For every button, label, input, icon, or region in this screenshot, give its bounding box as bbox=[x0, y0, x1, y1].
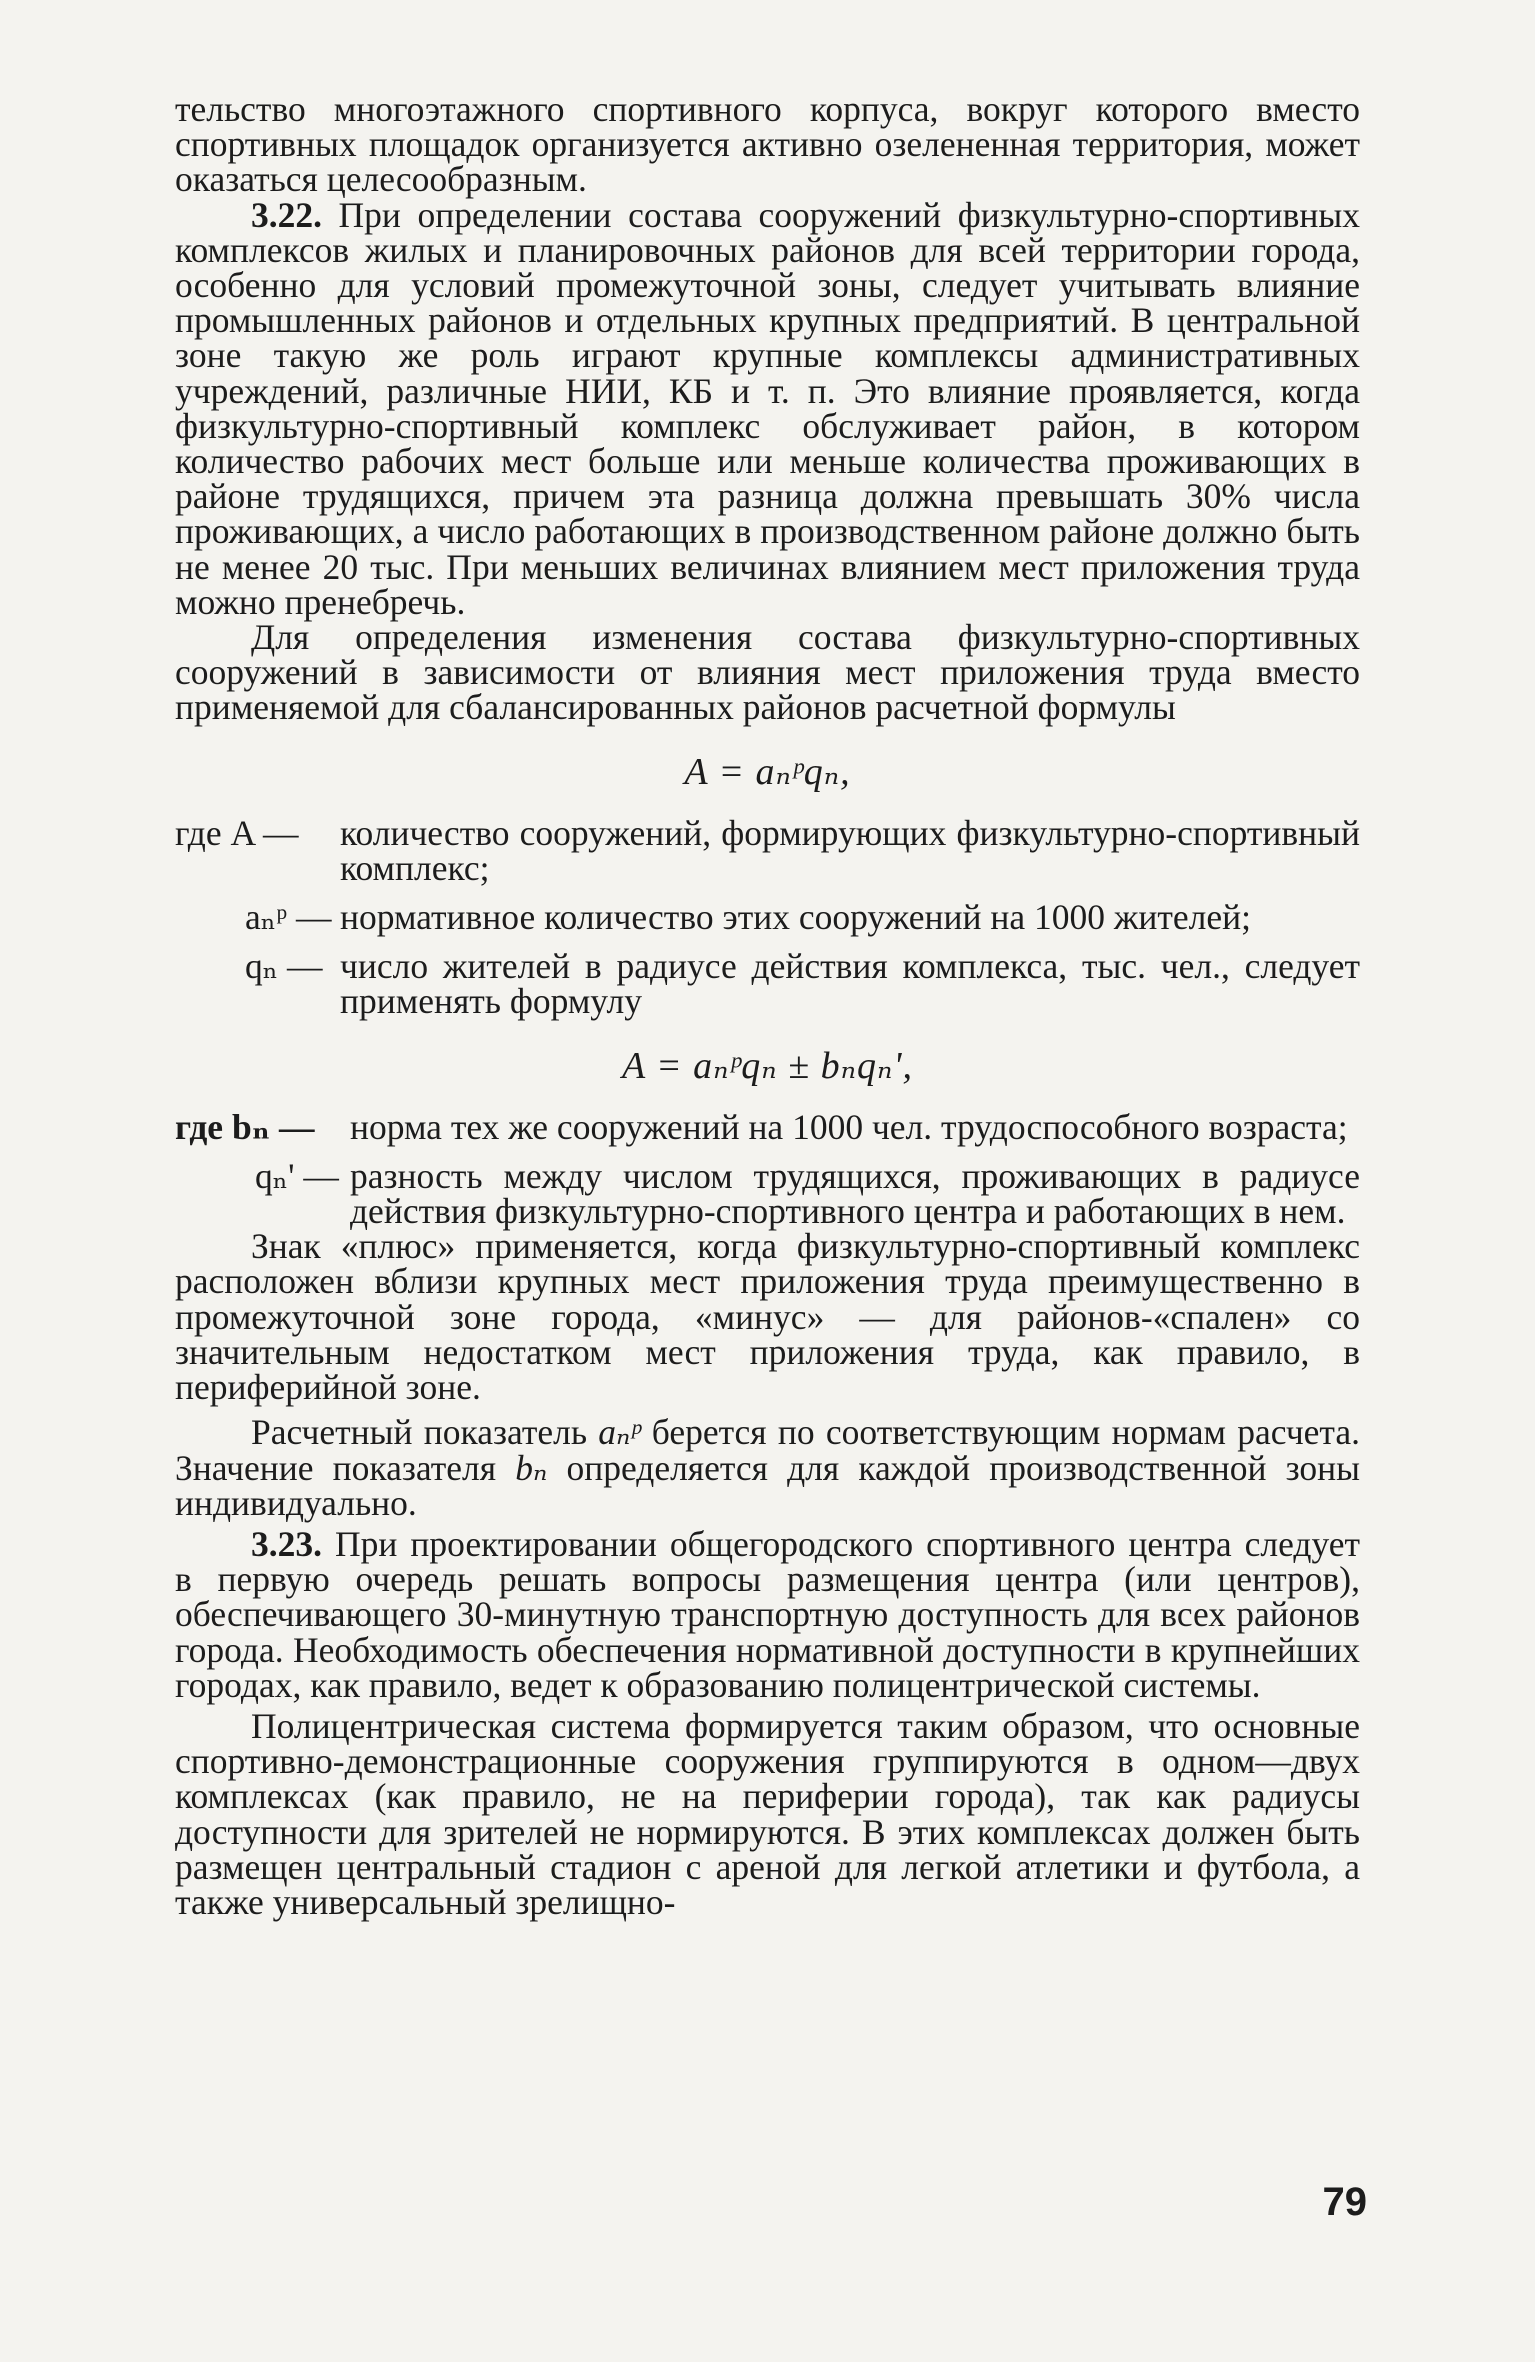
symbol: aₙᵖ bbox=[598, 1412, 641, 1453]
legend-item bbox=[175, 812, 1360, 888]
legend-symbol: aₙᵖ — bbox=[245, 897, 332, 938]
legend-2 bbox=[175, 1106, 1360, 1232]
text-part: определяется для каждой производственной зоны индивидуально. bbox=[175, 1447, 1361, 1523]
formula-2: A = aₙᵖqₙ ± bₙqₙ', bbox=[622, 1044, 913, 1087]
paragraph-sign: Знак «плюс» применяется, когда физкультурно-спортивный комплекс расположен вблизи крупных мест приложения труда преимущественно в промежуточной зоне города, «минус» — для районов-«спален» со значительным недостатком мест приложения труда, как правило, в периферийной зоне. bbox=[175, 1226, 1360, 1408]
formula-1: A = aₙᵖqₙ, bbox=[684, 750, 851, 793]
legend-1 bbox=[175, 812, 1360, 1022]
legend-text: количество сооружений, формирующих физкультурно-спортивный комплекс; bbox=[340, 812, 1360, 888]
legend-item bbox=[175, 1106, 1360, 1147]
legend-text: разность между числом трудящихся, проживающих в радиусе действия физкультурно-спортивного центра и работающих в нем. bbox=[350, 1155, 1360, 1232]
legend-item bbox=[175, 897, 1360, 938]
text-column bbox=[175, 89, 1361, 1922]
legend-symbol: qₙ — bbox=[245, 946, 323, 987]
paragraph-3-23 bbox=[175, 1523, 1361, 1705]
legend-item bbox=[175, 1155, 1360, 1232]
text-part: Расчетный показатель bbox=[251, 1412, 588, 1453]
paragraph-text: При проектировании общегородского спортивного центра следует в первую очередь решать вопросы размещения центра (или центров), обеспечивающего 30-минутную транспортную доступность для всех районов города. Необходимость обеспечения нормативной доступности в крупнейших городах, как правило, ведет к образованию полицентрической системы. bbox=[175, 1523, 1361, 1705]
paragraph-continuation: тельство многоэтажного спортивного корпуса, вокруг которого вместо спортивных площадок организуется активно озелененная территория, может оказаться целесообразным. bbox=[175, 89, 1360, 200]
paragraph-3-22 bbox=[175, 194, 1360, 622]
legend-symbol: где A — bbox=[175, 812, 299, 853]
symbol: bₙ bbox=[515, 1447, 548, 1488]
page-number: 79 bbox=[1322, 2180, 1367, 2224]
paragraph-indicator bbox=[175, 1412, 1361, 1523]
section-number: 3.22. bbox=[251, 194, 322, 235]
legend-symbol: qₙ' — bbox=[255, 1155, 339, 1196]
legend-text: нормативное количество этих сооружений на 1000 жителей; bbox=[340, 897, 1251, 938]
paragraph-formula-intro: Для определения изменения состава физкультурно-спортивных сооружений в зависимости от влияния мест приложения труда вместо применяемой для сбалансированных районов расчетной формулы bbox=[175, 617, 1360, 728]
text-part: берется по соответствующим нормам расчета. Значение показателя bbox=[175, 1412, 1361, 1488]
paragraph-text: При определении состава сооружений физкультурно-спортивных комплексов жилых и планировочных районов для всей территории города, особенно для условий промежуточной зоны, следует учитывать влияние промышленных районов и отдельных крупных предприятий. В центральной зоне такую же роль играют крупные комплексы административных учреждений, различные НИИ, КБ и т. п. Это влияние проявляется, когда физкультурно-спортивный комплекс обслуживает район, в котором количество рабочих мест больше или меньше количества проживающих в районе трудящихся, причем эта разница должна превышать 30% числа проживающих, а число работающих в производственном районе должно быть не менее 20 тыс. При меньших величинах влиянием мест приложения труда можно пренебречь. bbox=[175, 194, 1360, 622]
legend-text: число жителей в радиусе действия комплекса, тыс. чел., следует применять формулу bbox=[340, 946, 1360, 1022]
legend-item bbox=[175, 946, 1360, 1022]
legend-text: норма тех же сооружений на 1000 чел. трудоспособного возраста; bbox=[350, 1106, 1348, 1147]
legend-symbol: где bₙ — bbox=[175, 1106, 315, 1147]
section-number: 3.23. bbox=[251, 1523, 322, 1564]
paragraph-polycentric: Полицентрическая система формируется таким образом, что основные спортивно-демонстрационные сооружения группируются в одном—двух комплексах (как правило, не на периферии города), так как радиусы доступности для зрителей не нормируются. В этих комплексах должен быть размещен центральный стадион с ареной для легкой атлетики и футбола, а также универсальный зрелищно- bbox=[175, 1705, 1360, 1922]
